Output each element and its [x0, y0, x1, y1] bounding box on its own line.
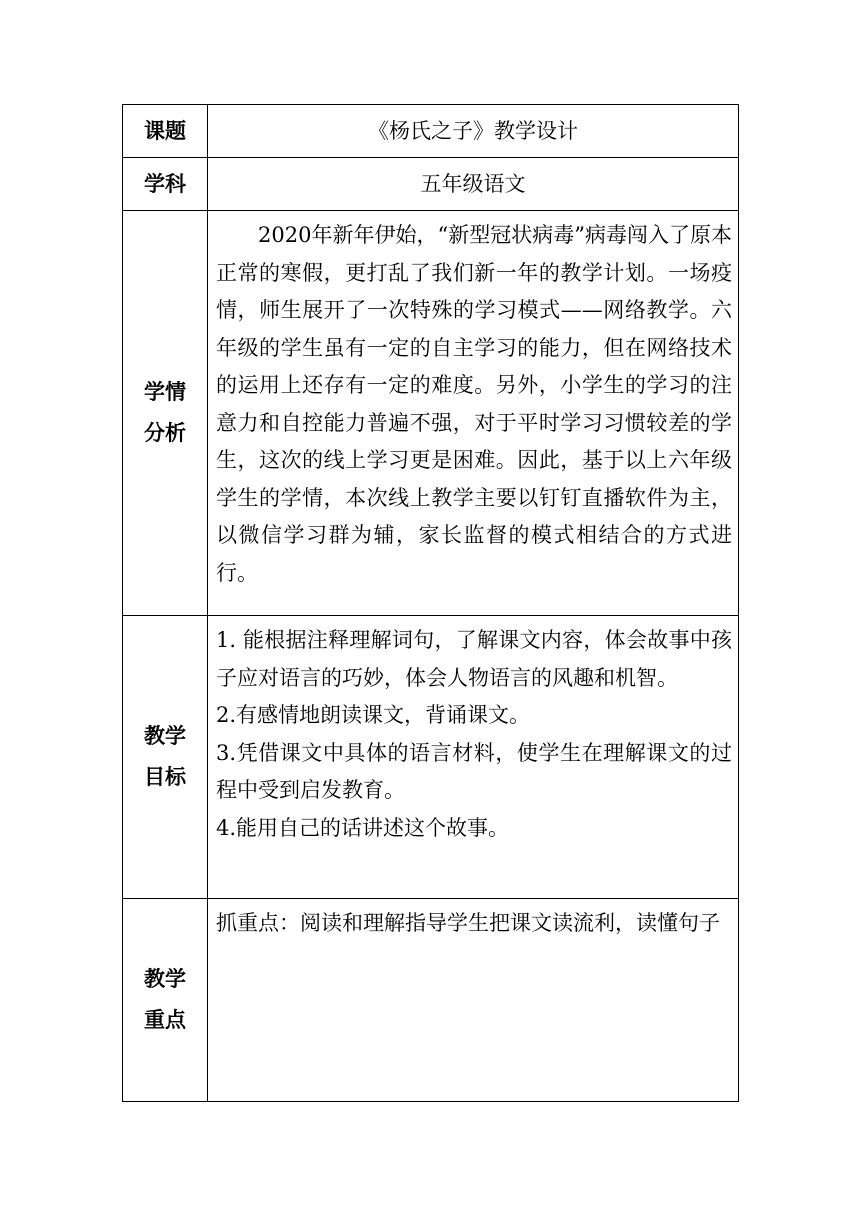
analysis-label [123, 211, 208, 616]
goal-item-4: 4.能用自己的话讲述这个故事。 [216, 815, 510, 840]
analysis-text: 2020年新年伊始，“新型冠状病毒”病毒闯入了原本正常的寒假，更打乱了我们新一年的教学计划。一场疫情，师生展开了一次特殊的学习模式——网络教学。六年级的学生虽有一定的自主学习的能力，但在网络技术的运用上还存有一定的难度。另外，小学生的学习的注意力和自控能力普遍不强，对于平时学习习惯较差的学生，这次的线上学习更是困难。因此，基于以上六年级学生的学情，本次线上教学主要以钉钉直播软件为主，以微信学习群为辅，家长监督的模式相结合的方式进行。 [216, 223, 732, 585]
key-points-content [208, 899, 739, 1102]
goal-item-1: 1. 能根据注释理解词句，了解课文内容，体会故事中孩子应对语言的巧妙，体会人物语言的风趣和机智。 [216, 628, 732, 690]
subject-value: 五年级语文 [208, 158, 739, 211]
goals-label-line1: 教学 [144, 724, 186, 748]
subject-label: 学科 [123, 158, 208, 211]
analysis-label-line1: 学情 [144, 380, 186, 404]
key-points-label-line2: 重点 [144, 1008, 186, 1032]
goals-label-line2: 目标 [144, 765, 186, 789]
goals-row [123, 616, 739, 899]
title-row [123, 105, 739, 158]
title-label: 课题 [123, 105, 208, 158]
analysis-label-line2: 分析 [144, 421, 186, 445]
lesson-plan-table [122, 104, 739, 1102]
goals-content [208, 616, 739, 899]
key-points-text: 抓重点：阅读和理解指导学生把课文读流利，读懂句子 [216, 911, 720, 935]
goals-list [208, 616, 738, 859]
analysis-content [208, 211, 739, 616]
key-points-label [123, 899, 208, 1102]
key-points-row [123, 899, 739, 1102]
goal-item-3: 3.凭借课文中具体的语言材料，使学生在理解课文的过程中受到启发教育。 [216, 740, 732, 802]
goals-label [123, 616, 208, 899]
goal-item-2: 2.有感情地朗读课文，背诵课文。 [216, 703, 531, 727]
title-value: 《杨氏之子》教学设计 [208, 105, 739, 158]
subject-row [123, 158, 739, 211]
analysis-row [123, 211, 739, 616]
key-points-label-line1: 教学 [144, 967, 186, 991]
